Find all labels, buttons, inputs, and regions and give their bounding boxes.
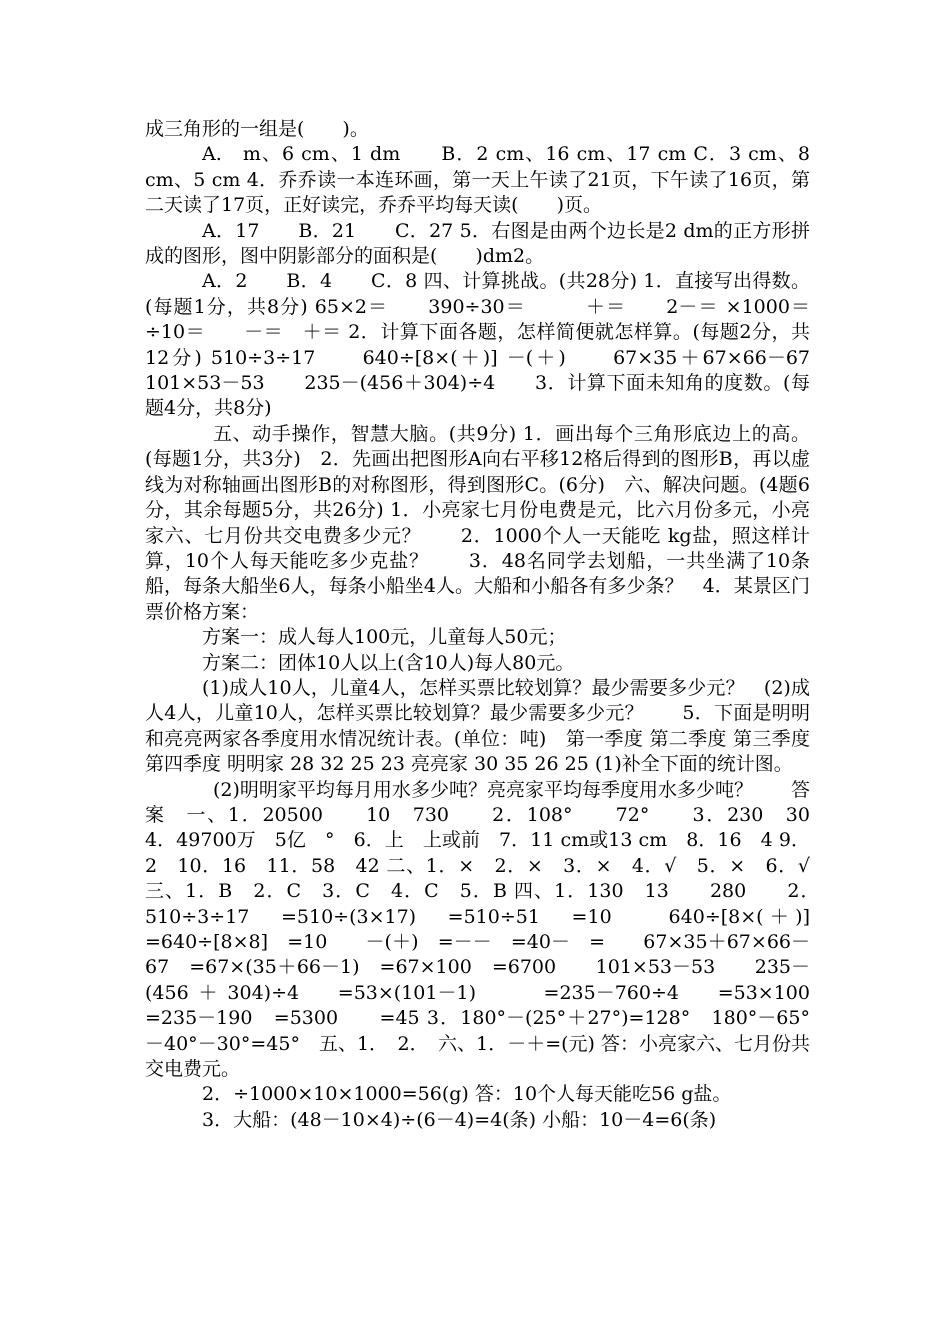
paragraph-10: 2．÷1000×10×1000=56(g) 答：10个人每天能吃56 g盐。	[202, 1083, 732, 1106]
paragraph-5: 五、动手操作，智慧大脑。(共9分) 1．画出每个三角形底边上的高。(每题1分，共3分) 2．先画出把图形A向右平移12格后得到的图形B，再以虚线为对称轴画出图形B的对称图形，得到图形C。(6分) 六、解决问题。(4题6分，其余每题5分，共26分) 1．小亮家七月份电费是元，比六月份多元，小亮家六、七月份共交电费多少元？ 2．1000个人一天能吃 kg盐，照这样计算，10个人每天能吃多少克盐？ 3．48名同学去划船，一共坐满了10条船，每条大船坐6人，每条小船坐4人。大船和小船各有多少条？ 4．某景区门票价格方案：	[145, 422, 810, 623]
paragraph-11: 3．大船：(48－10×4)÷(6－4)=4(条) 小船：10－4=6(条)	[202, 1108, 717, 1131]
paragraph-4: A．2 B．4 C．8 四、计算挑战。(共28分) 1．直接写出得数。(每题1分，共8分) 65×2＝ 390÷30＝ ＋＝ 2－＝ ×1000＝ ÷10＝ －＝ ＋＝ 2．计算下面各题，怎样简便就怎样算。(每题2分，共12分) 510÷3÷17 640÷[8×(＋)] －(＋) 67×35＋67×66－67 101×53－53 235－(456＋304)÷4 3．计算下面未知角的度数。(每题4分，共8分)	[145, 270, 849, 420]
paragraph-1: 成三角形的一组是( )。	[145, 118, 369, 140]
paragraph-9: (2)明明家平均每月用水多少吨？亮亮家平均每季度用水多少吨？ 答案 一、1．20500 10 730 2．108° 72° 3．230 30 4．49700万 5亿 ° 6．上 上或前 7．11 cm或13 cm 8．16 4 9．2 10．16 11．58 42 二、1．× 2．× 3．× 4．√ 5．× 6．√ 三、1．B 2．C 3．C 4．C 5．B 四、1．130 13 280 2． 510÷3÷17 =510÷(3×17) =510÷51 =10 640÷[8×(＋)] =640÷[8×8] =10 －(＋) =－－ =40－ = 67×35＋67×66－67 =67×(35＋66－1) =67×100 =6700 101×53－53 235－(456＋304)÷4 =53×(101－1) =235－760÷4 =53×100 =235－190 =5300 =45 3．180°－(25°＋27°)=128° 180°－65°－40°－30°=45° 五、1． 2． 六、1．－＋=(元) 答：小亮家六、七月份共交电费元。	[145, 778, 849, 1081]
paragraph-6: 方案一：成人每人100元，儿童每人50元；	[202, 626, 567, 649]
paragraph-8: (1)成人10人，儿童4人，怎样买票比较划算？最少需要多少元？ (2)成人4人，儿童10人，怎样买票比较划算？最少需要多少元？ 5．下面是明明和亮亮两家各季度用水情况统计表。(单位：吨) 第一季度 第二季度 第三季度 第四季度 明明家 28 32 25 23 亮亮家 30 35 26 25 (1)补全下面的统计图。	[145, 676, 810, 776]
paragraph-7: 方案二：团体10人以上(含10人)每人80元。	[202, 651, 575, 674]
paragraph-2: A. m、6 cm、1 dm B．2 cm、16 cm、17 cm C．3 cm、8 cm、5 cm 4．乔乔读一本连环画，第一天上午读了21页，下午读了16页，第二天读了17页，正好读完，乔乔平均每天读( )页。	[145, 143, 810, 217]
paragraph-3: A．17 B．21 C．27 5．右图是由两个边长是2 dm的正方形拼成的图形，图中阴影部分的面积是( )dm2。	[145, 219, 810, 268]
document-page	[145, 117, 849, 1133]
